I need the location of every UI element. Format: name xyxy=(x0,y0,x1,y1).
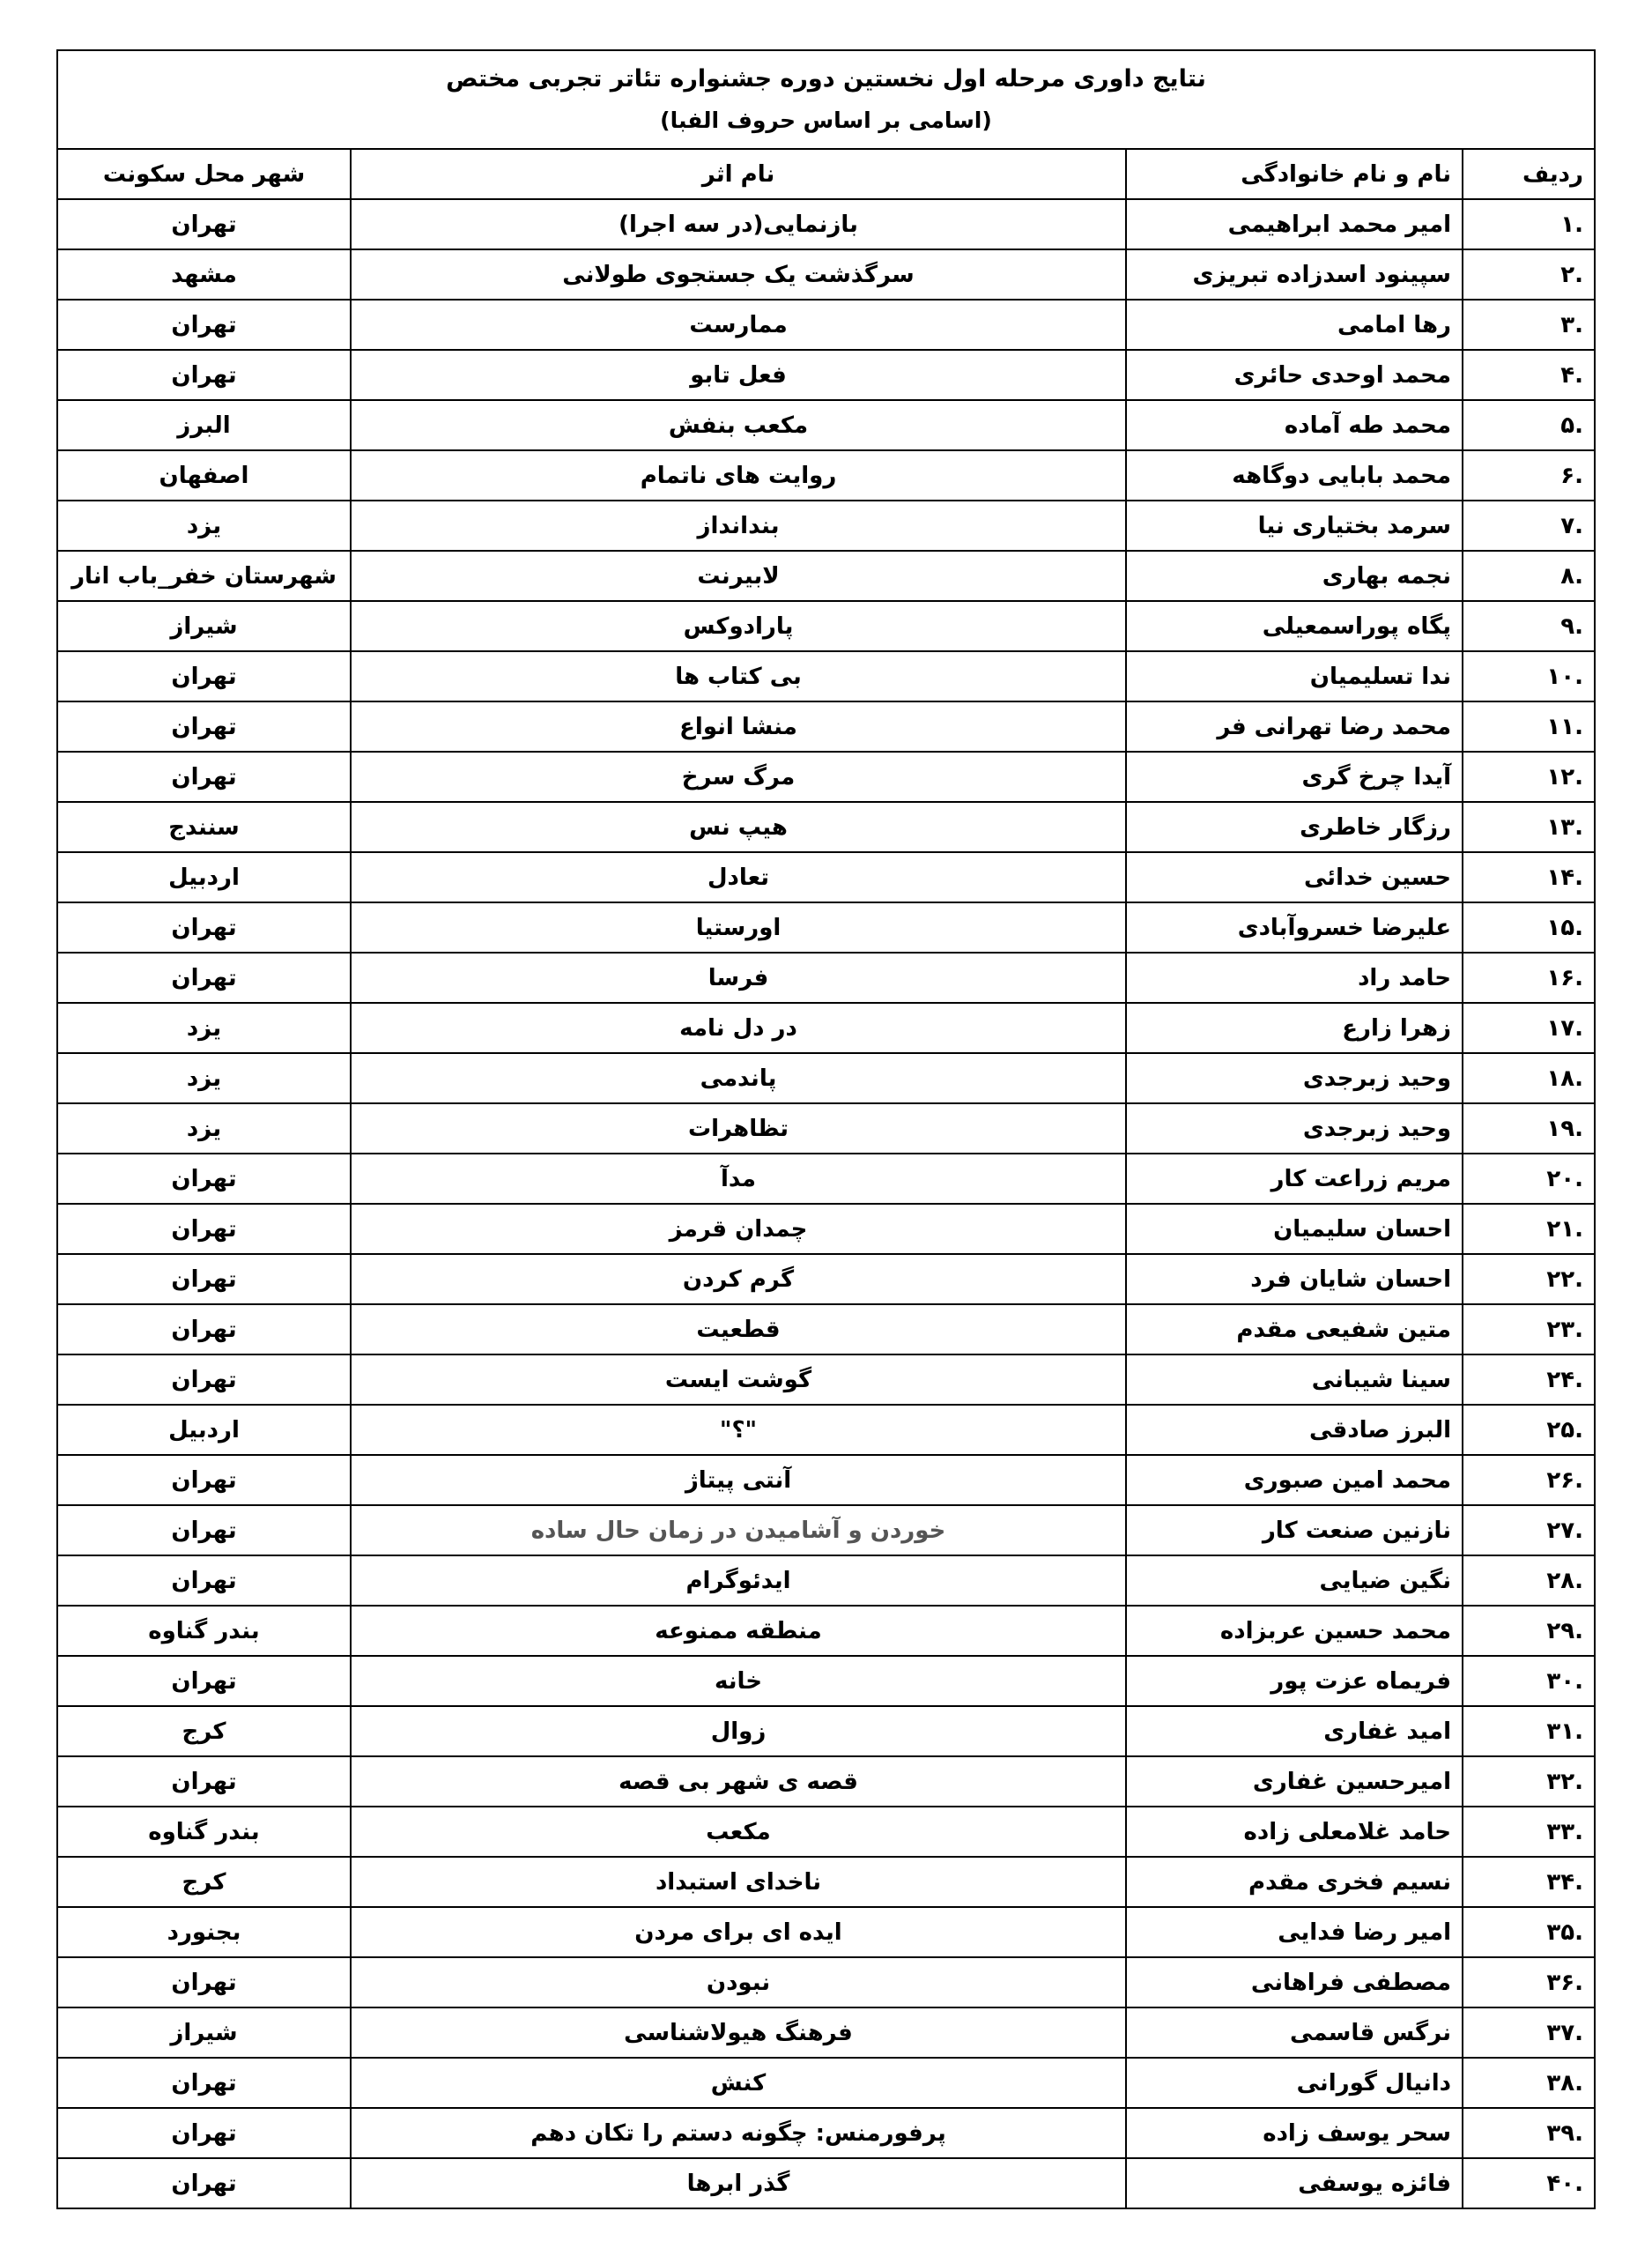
work-title-cell: مرگ سرخ xyxy=(351,752,1126,802)
table-row xyxy=(57,551,1595,601)
table-row xyxy=(57,1003,1595,1053)
table-row xyxy=(57,400,1595,450)
city-cell: اصفهان xyxy=(57,450,351,501)
table-body xyxy=(57,199,1595,2208)
work-title-cell: روایت های ناتمام xyxy=(351,450,1126,501)
row-number-cell: .۱۱ xyxy=(1463,701,1595,752)
city-cell: مشهد xyxy=(57,249,351,300)
work-title-cell: ناخدای استبداد xyxy=(351,1857,1126,1907)
city-cell: تهران xyxy=(57,1756,351,1807)
participant-name-cell: پگاه پوراسمعیلی xyxy=(1126,601,1463,651)
participant-name-cell: نرگس قاسمی xyxy=(1126,2007,1463,2058)
row-number-cell: .۲۴ xyxy=(1463,1354,1595,1405)
results-table xyxy=(56,49,1596,2209)
city-cell: شیراز xyxy=(57,601,351,651)
column-header-row-number: ردیف xyxy=(1463,149,1595,199)
participant-name-cell: امید غفاری xyxy=(1126,1706,1463,1756)
row-number-cell: .۱۲ xyxy=(1463,752,1595,802)
row-number-cell: .۳ xyxy=(1463,300,1595,350)
work-title-cell: چمدان قرمز xyxy=(351,1204,1126,1254)
table-row xyxy=(57,802,1595,852)
city-cell: بجنورد xyxy=(57,1907,351,1957)
work-title-cell: تعادل xyxy=(351,852,1126,902)
table-row xyxy=(57,249,1595,300)
city-cell: تهران xyxy=(57,199,351,249)
work-title-cell: اورستیا xyxy=(351,902,1126,953)
table-row xyxy=(57,300,1595,350)
row-number-cell: .۲۷ xyxy=(1463,1505,1595,1555)
work-title-cell: فعل تابو xyxy=(351,350,1126,400)
table-row xyxy=(57,1807,1595,1857)
work-title-cell: کنش xyxy=(351,2058,1126,2108)
table-row xyxy=(57,2007,1595,2058)
row-number-cell: .۲۰ xyxy=(1463,1154,1595,1204)
table-row xyxy=(57,701,1595,752)
city-cell: کرج xyxy=(57,1857,351,1907)
participant-name-cell: رزگار خاطری xyxy=(1126,802,1463,852)
city-cell: تهران xyxy=(57,651,351,701)
participant-name-cell: سحر یوسف زاده xyxy=(1126,2108,1463,2158)
row-number-cell: .۲۵ xyxy=(1463,1405,1595,1455)
title-row xyxy=(57,50,1595,149)
work-title-cell: منطقه ممنوعه xyxy=(351,1606,1126,1656)
row-number-cell: .۱ xyxy=(1463,199,1595,249)
city-cell: یزد xyxy=(57,1003,351,1053)
row-number-cell: .۲۱ xyxy=(1463,1204,1595,1254)
table-row xyxy=(57,1103,1595,1154)
work-title-cell: گذر ابرها xyxy=(351,2158,1126,2208)
work-title-cell: تظاهرات xyxy=(351,1103,1126,1154)
city-cell: تهران xyxy=(57,1204,351,1254)
work-title-cell: "؟" xyxy=(351,1405,1126,1455)
work-title-cell: آنتی پیتاژ xyxy=(351,1455,1126,1505)
column-header-name: نام و نام خانوادگی xyxy=(1126,149,1463,199)
participant-name-cell: آیدا چرخ گری xyxy=(1126,752,1463,802)
participant-name-cell: احسان شایان فرد xyxy=(1126,1254,1463,1304)
participant-name-cell: فائزه یوسفی xyxy=(1126,2158,1463,2208)
table-row xyxy=(57,2158,1595,2208)
city-cell: بندر گناوه xyxy=(57,1807,351,1857)
table-row xyxy=(57,1756,1595,1807)
city-cell: بندر گناوه xyxy=(57,1606,351,1656)
city-cell: یزد xyxy=(57,501,351,551)
city-cell: سنندج xyxy=(57,802,351,852)
table-row xyxy=(57,902,1595,953)
city-cell: تهران xyxy=(57,2058,351,2108)
row-number-cell: .۷ xyxy=(1463,501,1595,551)
table-row xyxy=(57,1706,1595,1756)
work-title-cell: بی کتاب ها xyxy=(351,651,1126,701)
participant-name-cell: نگین ضیایی xyxy=(1126,1555,1463,1606)
table-row xyxy=(57,1555,1595,1606)
row-number-cell: .۳۵ xyxy=(1463,1907,1595,1957)
participant-name-cell: سینا شیبانی xyxy=(1126,1354,1463,1405)
participant-name-cell: فریماه عزت پور xyxy=(1126,1656,1463,1706)
city-cell: اردبیل xyxy=(57,852,351,902)
row-number-cell: .۱۶ xyxy=(1463,953,1595,1003)
work-title-cell: هیپ نس xyxy=(351,802,1126,852)
table-row xyxy=(57,1254,1595,1304)
row-number-cell: .۳۶ xyxy=(1463,1957,1595,2007)
participant-name-cell: محمد اوحدی حائری xyxy=(1126,350,1463,400)
table-row xyxy=(57,1606,1595,1656)
row-number-cell: .۲ xyxy=(1463,249,1595,300)
participant-name-cell: مریم زراعت کار xyxy=(1126,1154,1463,1204)
participant-name-cell: حامد راد xyxy=(1126,953,1463,1003)
work-title-cell: ایدئوگرام xyxy=(351,1555,1126,1606)
work-title-cell: بازنمایی(در سه اجرا) xyxy=(351,199,1126,249)
city-cell: تهران xyxy=(57,1957,351,2007)
table-row xyxy=(57,2058,1595,2108)
row-number-cell: .۱۰ xyxy=(1463,651,1595,701)
row-number-cell: .۵ xyxy=(1463,400,1595,450)
city-cell: تهران xyxy=(57,1254,351,1304)
title-cell xyxy=(57,50,1595,149)
city-cell: تهران xyxy=(57,350,351,400)
row-number-cell: .۲۹ xyxy=(1463,1606,1595,1656)
city-cell: تهران xyxy=(57,2158,351,2208)
participant-name-cell: ندا تسلیمیان xyxy=(1126,651,1463,701)
city-cell: تهران xyxy=(57,1455,351,1505)
participant-name-cell: احسان سلیمیان xyxy=(1126,1204,1463,1254)
city-cell: کرج xyxy=(57,1706,351,1756)
participant-name-cell: نسیم فخری مقدم xyxy=(1126,1857,1463,1907)
participant-name-cell: محمد امین صبوری xyxy=(1126,1455,1463,1505)
city-cell: تهران xyxy=(57,1505,351,1555)
participant-name-cell: حسین خدائی xyxy=(1126,852,1463,902)
participant-name-cell: وحید زبرجدی xyxy=(1126,1103,1463,1154)
table-row xyxy=(57,1354,1595,1405)
city-cell: تهران xyxy=(57,953,351,1003)
row-number-cell: .۳۹ xyxy=(1463,2108,1595,2158)
city-cell: تهران xyxy=(57,902,351,953)
table-row xyxy=(57,601,1595,651)
table-row xyxy=(57,1154,1595,1204)
participant-name-cell: وحید زبرجدی xyxy=(1126,1053,1463,1103)
participant-name-cell: امیرحسین غفاری xyxy=(1126,1756,1463,1807)
table-row xyxy=(57,450,1595,501)
row-number-cell: .۱۸ xyxy=(1463,1053,1595,1103)
participant-name-cell: مصطفی فراهانی xyxy=(1126,1957,1463,2007)
table-row xyxy=(57,1857,1595,1907)
participant-name-cell: علیرضا خسروآبادی xyxy=(1126,902,1463,953)
row-number-cell: .۲۶ xyxy=(1463,1455,1595,1505)
work-title-cell: زوال xyxy=(351,1706,1126,1756)
table-row xyxy=(57,1907,1595,1957)
city-cell: تهران xyxy=(57,1555,351,1606)
work-title-cell: مکعب xyxy=(351,1807,1126,1857)
row-number-cell: .۳۱ xyxy=(1463,1706,1595,1756)
row-number-cell: .۱۹ xyxy=(1463,1103,1595,1154)
work-title-cell: پارادوکس xyxy=(351,601,1126,651)
row-number-cell: .۸ xyxy=(1463,551,1595,601)
table-row xyxy=(57,1204,1595,1254)
row-number-cell: .۱۳ xyxy=(1463,802,1595,852)
column-header-work: نام اثر xyxy=(351,149,1126,199)
city-cell: یزد xyxy=(57,1053,351,1103)
row-number-cell: .۳۷ xyxy=(1463,2007,1595,2058)
table-row xyxy=(57,2108,1595,2158)
city-cell: البرز xyxy=(57,400,351,450)
table-row xyxy=(57,1957,1595,2007)
document-title: نتایج داوری مرحله اول نخستین دوره جشنواره تئاتر تجربی مختص xyxy=(446,65,1206,93)
row-number-cell: .۳۲ xyxy=(1463,1756,1595,1807)
work-title-cell: در دل نامه xyxy=(351,1003,1126,1053)
city-cell: شیراز xyxy=(57,2007,351,2058)
table-row xyxy=(57,852,1595,902)
work-title-cell: پرفورمنس: چگونه دستم را تکان دهم xyxy=(351,2108,1126,2158)
column-header-city: شهر محل سکونت xyxy=(57,149,351,199)
work-title-cell: نبودن xyxy=(351,1957,1126,2007)
work-title-cell: گرم کردن xyxy=(351,1254,1126,1304)
work-title-cell: فرهنگ هیولاشناسی xyxy=(351,2007,1126,2058)
table-row xyxy=(57,1053,1595,1103)
participant-name-cell: نجمه بهاری xyxy=(1126,551,1463,601)
row-number-cell: .۳۸ xyxy=(1463,2058,1595,2108)
table-row xyxy=(57,199,1595,249)
work-title-cell: خوردن و آشامیدن در زمان حال ساده xyxy=(351,1505,1126,1555)
results-document xyxy=(58,49,1596,2209)
table-row xyxy=(57,1505,1595,1555)
work-title-cell: ممارست xyxy=(351,300,1126,350)
row-number-cell: .۲۳ xyxy=(1463,1304,1595,1354)
participant-name-cell: امیر رضا فدایی xyxy=(1126,1907,1463,1957)
work-title-cell: خانه xyxy=(351,1656,1126,1706)
table-row xyxy=(57,651,1595,701)
participant-name-cell: نازنین صنعت کار xyxy=(1126,1505,1463,1555)
work-title-cell: پاندمی xyxy=(351,1053,1126,1103)
work-title-cell: سرگذشت یک جستجوی طولانی xyxy=(351,249,1126,300)
work-title-cell: مکعب بنفش xyxy=(351,400,1126,450)
work-title-cell: فرسا xyxy=(351,953,1126,1003)
row-number-cell: .۱۷ xyxy=(1463,1003,1595,1053)
work-title-cell: قصه ی شهر بی قصه xyxy=(351,1756,1126,1807)
city-cell: تهران xyxy=(57,1656,351,1706)
city-cell: تهران xyxy=(57,300,351,350)
row-number-cell: .۲۸ xyxy=(1463,1555,1595,1606)
table-row xyxy=(57,953,1595,1003)
table-row xyxy=(57,501,1595,551)
participant-name-cell: محمد رضا تهرانی فر xyxy=(1126,701,1463,752)
row-number-cell: .۳۳ xyxy=(1463,1807,1595,1857)
work-title-cell: ایده ای برای مردن xyxy=(351,1907,1126,1957)
city-cell: یزد xyxy=(57,1103,351,1154)
table-row xyxy=(57,1304,1595,1354)
row-number-cell: .۴ xyxy=(1463,350,1595,400)
participant-name-cell: متین شفیعی مقدم xyxy=(1126,1304,1463,1354)
participant-name-cell: البرز صادقی xyxy=(1126,1405,1463,1455)
row-number-cell: .۶ xyxy=(1463,450,1595,501)
document-subtitle: (اسامی بر اساس حروف الفبا) xyxy=(660,108,992,133)
work-title-cell: قطعیت xyxy=(351,1304,1126,1354)
participant-name-cell: دانیال گورانی xyxy=(1126,2058,1463,2108)
city-cell: تهران xyxy=(57,1154,351,1204)
work-title-cell: گوشت ایست xyxy=(351,1354,1126,1405)
city-cell: تهران xyxy=(57,1304,351,1354)
work-title-cell: منشا انواع xyxy=(351,701,1126,752)
row-number-cell: .۳۰ xyxy=(1463,1656,1595,1706)
row-number-cell: .۳۴ xyxy=(1463,1857,1595,1907)
participant-name-cell: سپینود اسدزاده تبریزی xyxy=(1126,249,1463,300)
city-cell: شهرستان خفر_باب انار xyxy=(57,551,351,601)
city-cell: تهران xyxy=(57,1354,351,1405)
participant-name-cell: حامد غلامعلی زاده xyxy=(1126,1807,1463,1857)
participant-name-cell: محمد طه آماده xyxy=(1126,400,1463,450)
table-row xyxy=(57,350,1595,400)
row-number-cell: .۱۵ xyxy=(1463,902,1595,953)
city-cell: تهران xyxy=(57,752,351,802)
table-row xyxy=(57,1656,1595,1706)
participant-name-cell: رها امامی xyxy=(1126,300,1463,350)
table-row xyxy=(57,1405,1595,1455)
work-title-cell: لابیرنت xyxy=(351,551,1126,601)
participant-name-cell: سرمد بختیاری نیا xyxy=(1126,501,1463,551)
table-row xyxy=(57,1455,1595,1505)
row-number-cell: .۹ xyxy=(1463,601,1595,651)
participant-name-cell: محمد حسین عربزاده xyxy=(1126,1606,1463,1656)
participant-name-cell: زهرا زارع xyxy=(1126,1003,1463,1053)
city-cell: اردبیل xyxy=(57,1405,351,1455)
row-number-cell: .۲۲ xyxy=(1463,1254,1595,1304)
city-cell: تهران xyxy=(57,701,351,752)
row-number-cell: .۴۰ xyxy=(1463,2158,1595,2208)
table-row xyxy=(57,752,1595,802)
work-title-cell: بندانداز xyxy=(351,501,1126,551)
row-number-cell: .۱۴ xyxy=(1463,852,1595,902)
city-cell: تهران xyxy=(57,2108,351,2158)
work-title-cell: مدآ xyxy=(351,1154,1126,1204)
column-header-row xyxy=(57,149,1595,199)
participant-name-cell: محمد بابایی دوگاهه xyxy=(1126,450,1463,501)
participant-name-cell: امیر محمد ابراهیمی xyxy=(1126,199,1463,249)
